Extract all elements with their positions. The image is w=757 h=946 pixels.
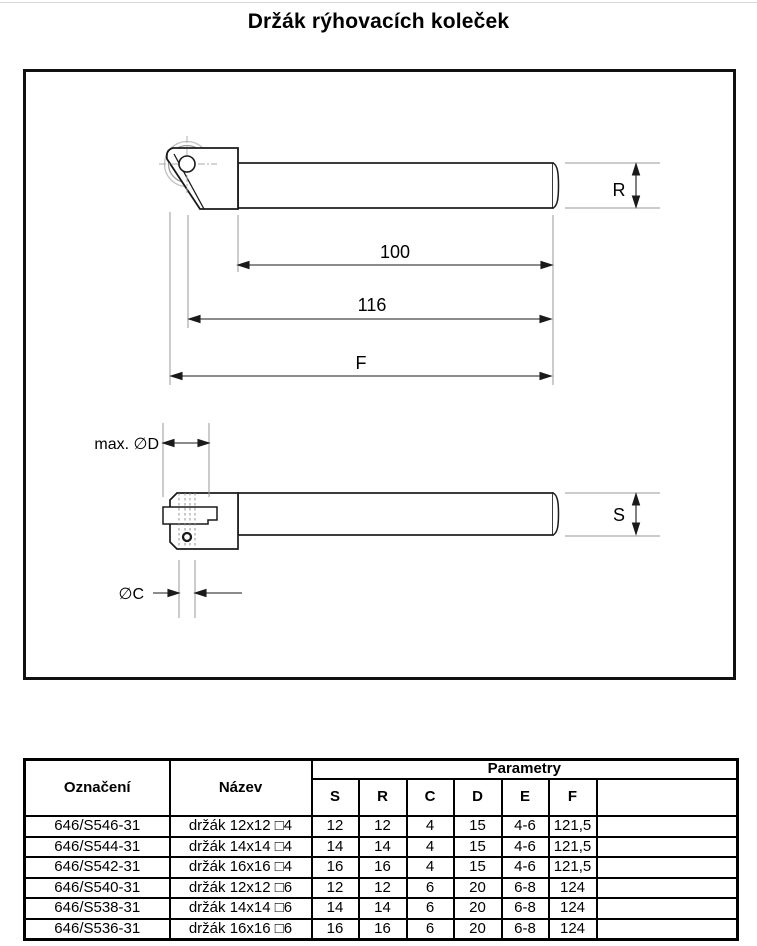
cell-D: 20: [454, 919, 502, 940]
col-header-S: S: [312, 779, 359, 816]
cell-E: 4-6: [502, 857, 549, 878]
cell-code: 646/S544-31: [25, 837, 170, 858]
cell-name: držák 16x16 □4: [170, 857, 312, 878]
cell-empty: [597, 919, 738, 940]
table-row: [25, 919, 738, 940]
col-header-parametry: Parametry: [312, 760, 738, 780]
cell-name: držák 16x16 □6: [170, 919, 312, 940]
dim-label-R: R: [612, 180, 626, 200]
cell-F: 121,5: [549, 857, 597, 878]
top-view: [159, 136, 559, 209]
cell-C: 6: [407, 919, 454, 940]
dim-label-116: 116: [357, 295, 387, 315]
cell-S: 16: [312, 857, 359, 878]
cell-E: 6-8: [502, 919, 549, 940]
cell-empty: [597, 837, 738, 858]
cell-D: 20: [454, 898, 502, 919]
cell-empty: [597, 816, 738, 837]
col-header-oznaceni: Označení: [25, 760, 170, 817]
cell-R: 16: [359, 857, 407, 878]
cell-S: 12: [312, 816, 359, 837]
cell-C: 4: [407, 837, 454, 858]
cell-R: 14: [359, 898, 407, 919]
page-title: Držák rýhovacích koleček: [247, 10, 510, 33]
cell-S: 14: [312, 898, 359, 919]
cell-S: 12: [312, 878, 359, 899]
cell-R: 16: [359, 919, 407, 940]
cell-F: 124: [549, 878, 597, 899]
table-row: [25, 898, 738, 919]
cell-C: 6: [407, 898, 454, 919]
table-header-row: [25, 760, 738, 780]
table-row: [25, 878, 738, 899]
table-row: [25, 816, 738, 837]
table-row: [25, 837, 738, 858]
drawing-canvas: [26, 72, 733, 677]
col-header-nazev: Název: [170, 760, 312, 817]
cell-code: 646/S540-31: [25, 878, 170, 899]
spec-table: [23, 758, 739, 941]
cell-R: 12: [359, 816, 407, 837]
page-top-rule: [0, 2, 757, 3]
cell-R: 14: [359, 837, 407, 858]
cell-C: 6: [407, 878, 454, 899]
cell-S: 16: [312, 919, 359, 940]
bottom-view: [163, 493, 559, 549]
cell-empty: [597, 857, 738, 878]
col-header-E: E: [502, 779, 549, 816]
dim-label-F: F: [355, 353, 367, 373]
cell-F: 121,5: [549, 837, 597, 858]
cell-D: 15: [454, 816, 502, 837]
dim-label-100: 100: [379, 242, 411, 262]
cell-F: 121,5: [549, 816, 597, 837]
cell-F: 124: [549, 898, 597, 919]
dim-label-max-dia-D: max. ∅D: [94, 436, 159, 453]
col-header-R: R: [359, 779, 407, 816]
cell-E: 4-6: [502, 837, 549, 858]
col-header-D: D: [454, 779, 502, 816]
cell-D: 20: [454, 878, 502, 899]
dim-label-dia-C: ∅C: [118, 586, 144, 603]
cell-code: 646/S536-31: [25, 919, 170, 940]
dim-label-S: S: [612, 505, 626, 525]
cell-C: 4: [407, 816, 454, 837]
cell-code: 646/S538-31: [25, 898, 170, 919]
cell-code: 646/S546-31: [25, 816, 170, 837]
cell-E: 6-8: [502, 878, 549, 899]
col-header-empty: [597, 779, 738, 816]
table-row: [25, 857, 738, 878]
cell-name: držák 12x12 □4: [170, 816, 312, 837]
cell-F: 124: [549, 919, 597, 940]
cell-name: držák 12x12 □6: [170, 878, 312, 899]
technical-drawing: [23, 69, 736, 680]
cell-S: 14: [312, 837, 359, 858]
cell-empty: [597, 878, 738, 899]
col-header-C: C: [407, 779, 454, 816]
cell-R: 12: [359, 878, 407, 899]
cell-code: 646/S542-31: [25, 857, 170, 878]
cell-E: 4-6: [502, 816, 549, 837]
cell-E: 6-8: [502, 898, 549, 919]
col-header-F: F: [549, 779, 597, 816]
cell-name: držák 14x14 □6: [170, 898, 312, 919]
cell-name: držák 14x14 □4: [170, 837, 312, 858]
cell-empty: [597, 898, 738, 919]
cell-D: 15: [454, 857, 502, 878]
cell-D: 15: [454, 837, 502, 858]
cell-C: 4: [407, 857, 454, 878]
